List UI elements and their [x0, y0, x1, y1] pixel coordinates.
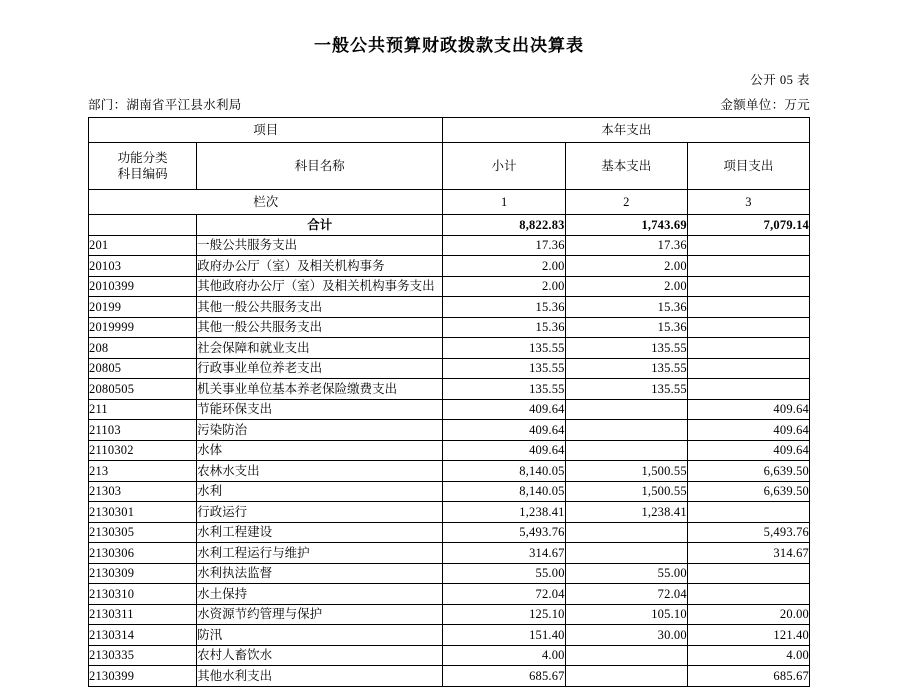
page-title: 一般公共预算财政拨款支出决算表 [314, 36, 584, 55]
table-body [89, 215, 810, 687]
cell-function-code: 20805 [89, 358, 197, 379]
cell-subject-name: 水体 [197, 440, 443, 461]
cell-subtotal: 2.00 [443, 256, 565, 277]
cell-subtotal: 8,822.83 [443, 215, 565, 236]
cell-function-code: 2130399 [89, 666, 197, 687]
table-row [89, 604, 810, 625]
cell-subject-name: 其他一般公共服务支出 [197, 317, 443, 338]
header-column-index-row [89, 190, 810, 215]
cell-subtotal: 2.00 [443, 276, 565, 297]
cell-function-code: 20199 [89, 297, 197, 318]
cell-project: 4.00 [687, 645, 809, 666]
cell-function-code: 2080505 [89, 379, 197, 400]
cell-function-code: 20103 [89, 256, 197, 277]
header-subject-name: 科目名称 [197, 143, 443, 190]
cell-subject-name: 机关事业单位基本养老保险缴费支出 [197, 379, 443, 400]
header-current-year-group: 本年支出 [443, 118, 810, 143]
cell-subtotal: 4.00 [443, 645, 565, 666]
table-head [89, 118, 810, 215]
cell-subject-name: 水土保持 [197, 584, 443, 605]
cell-basic: 15.36 [565, 317, 687, 338]
cell-basic: 72.04 [565, 584, 687, 605]
cell-project [687, 584, 809, 605]
cell-project: 409.64 [687, 440, 809, 461]
cell-project [687, 235, 809, 256]
cell-subject-name: 农村人畜饮水 [197, 645, 443, 666]
cell-basic: 17.36 [565, 235, 687, 256]
cell-project [687, 358, 809, 379]
amount-unit-label: 金额单位：万元 [720, 98, 810, 113]
cell-function-code: 2130301 [89, 502, 197, 523]
cell-subject-name: 行政事业单位养老支出 [197, 358, 443, 379]
cell-subtotal: 8,140.05 [443, 481, 565, 502]
cell-basic [565, 399, 687, 420]
table-row [89, 276, 810, 297]
cell-subtotal: 15.36 [443, 317, 565, 338]
cell-basic [565, 543, 687, 564]
cell-project [687, 563, 809, 584]
cell-project: 20.00 [687, 604, 809, 625]
table-row [89, 666, 810, 687]
budget-table [88, 117, 810, 687]
cell-function-code: 2130305 [89, 522, 197, 543]
header-col-3: 3 [687, 190, 809, 215]
table-row [89, 461, 810, 482]
cell-subject-name: 水利工程建设 [197, 522, 443, 543]
cell-project: 685.67 [687, 666, 809, 687]
cell-project: 409.64 [687, 420, 809, 441]
cell-function-code: 21103 [89, 420, 197, 441]
table-row [89, 379, 810, 400]
table-row [89, 358, 810, 379]
header-basic: 基本支出 [565, 143, 687, 190]
department-label: 部门：湖南省平江县水利局 [88, 98, 242, 113]
cell-subject-name: 防汛 [197, 625, 443, 646]
table-row [89, 522, 810, 543]
cell-subtotal: 409.64 [443, 440, 565, 461]
cell-project: 6,639.50 [687, 481, 809, 502]
header-group-row [89, 118, 810, 143]
cell-subject-name: 农林水支出 [197, 461, 443, 482]
cell-basic: 105.10 [565, 604, 687, 625]
table-row [89, 645, 810, 666]
cell-function-code: 2130310 [89, 584, 197, 605]
header-columns-row [89, 143, 810, 190]
cell-subtotal: 135.55 [443, 338, 565, 359]
cell-function-code: 2019999 [89, 317, 197, 338]
cell-function-code [89, 215, 197, 236]
cell-function-code: 2010399 [89, 276, 197, 297]
cell-subtotal: 72.04 [443, 584, 565, 605]
cell-function-code: 2110302 [89, 440, 197, 461]
cell-subject-name: 其他政府办公厅（室）及相关机构事务支出 [197, 276, 443, 297]
cell-basic: 135.55 [565, 358, 687, 379]
cell-subject-name: 水利 [197, 481, 443, 502]
cell-subject-name: 一般公共服务支出 [197, 235, 443, 256]
cell-function-code: 2130314 [89, 625, 197, 646]
cell-project [687, 502, 809, 523]
cell-basic: 55.00 [565, 563, 687, 584]
cell-subject-name: 水利执法监督 [197, 563, 443, 584]
cell-project: 6,639.50 [687, 461, 809, 482]
cell-function-code: 2130335 [89, 645, 197, 666]
cell-function-code: 208 [89, 338, 197, 359]
cell-basic: 15.36 [565, 297, 687, 318]
cell-subject-name: 政府办公厅（室）及相关机构事务 [197, 256, 443, 277]
table-row [89, 563, 810, 584]
cell-subtotal: 1,238.41 [443, 502, 565, 523]
cell-subject-name: 行政运行 [197, 502, 443, 523]
cell-subject-name: 水利工程运行与维护 [197, 543, 443, 564]
cell-basic: 1,500.55 [565, 461, 687, 482]
cell-function-code: 2130309 [89, 563, 197, 584]
cell-subject-name: 水资源节约管理与保护 [197, 604, 443, 625]
table-row [89, 481, 810, 502]
header-project-group: 项目 [89, 118, 443, 143]
header-col-1: 1 [443, 190, 565, 215]
table-row [89, 317, 810, 338]
cell-subject-name: 污染防治 [197, 420, 443, 441]
cell-subject-name: 社会保障和就业支出 [197, 338, 443, 359]
cell-function-code: 21303 [89, 481, 197, 502]
table-row [89, 215, 810, 236]
header-function-code-line1: 功能分类 [117, 150, 168, 165]
cell-basic: 30.00 [565, 625, 687, 646]
cell-subtotal: 5,493.76 [443, 522, 565, 543]
table-row [89, 502, 810, 523]
cell-function-code: 213 [89, 461, 197, 482]
header-col-2: 2 [565, 190, 687, 215]
cell-basic [565, 666, 687, 687]
cell-project: 7,079.14 [687, 215, 809, 236]
cell-basic [565, 440, 687, 461]
cell-subject-name: 其他水利支出 [197, 666, 443, 687]
table-row [89, 420, 810, 441]
header-function-code-line2: 科目编码 [117, 167, 168, 182]
table-row [89, 297, 810, 318]
header-function-code [89, 143, 197, 190]
table-row [89, 584, 810, 605]
table-row [89, 625, 810, 646]
cell-project: 5,493.76 [687, 522, 809, 543]
cell-subtotal: 55.00 [443, 563, 565, 584]
table-row [89, 256, 810, 277]
cell-project [687, 256, 809, 277]
cell-project [687, 297, 809, 318]
cell-basic: 2.00 [565, 276, 687, 297]
meta-row [88, 95, 810, 113]
cell-basic: 1,743.69 [565, 215, 687, 236]
cell-subtotal: 409.64 [443, 399, 565, 420]
cell-basic [565, 420, 687, 441]
cell-subtotal: 8,140.05 [443, 461, 565, 482]
cell-basic: 1,238.41 [565, 502, 687, 523]
cell-function-code: 201 [89, 235, 197, 256]
cell-basic: 135.55 [565, 338, 687, 359]
cell-project: 314.67 [687, 543, 809, 564]
cell-subtotal: 135.55 [443, 358, 565, 379]
cell-project: 409.64 [687, 399, 809, 420]
cell-function-code: 2130306 [89, 543, 197, 564]
cell-project: 121.40 [687, 625, 809, 646]
cell-subtotal: 151.40 [443, 625, 565, 646]
cell-basic [565, 522, 687, 543]
cell-basic: 2.00 [565, 256, 687, 277]
cell-basic [565, 645, 687, 666]
cell-project [687, 276, 809, 297]
cell-basic: 135.55 [565, 379, 687, 400]
cell-subtotal: 15.36 [443, 297, 565, 318]
cell-project [687, 317, 809, 338]
table-row [89, 543, 810, 564]
cell-subject-name: 其他一般公共服务支出 [197, 297, 443, 318]
header-subtotal: 小计 [443, 143, 565, 190]
cell-project [687, 338, 809, 359]
cell-subtotal: 685.67 [443, 666, 565, 687]
cell-function-code: 2130311 [89, 604, 197, 625]
header-project: 项目支出 [687, 143, 809, 190]
cell-subject-name: 节能环保支出 [197, 399, 443, 420]
cell-function-code: 211 [89, 399, 197, 420]
table-row [89, 235, 810, 256]
cell-subtotal: 314.67 [443, 543, 565, 564]
table-row [89, 338, 810, 359]
cell-basic: 1,500.55 [565, 481, 687, 502]
table-row [89, 440, 810, 461]
cell-project [687, 379, 809, 400]
header-column-label: 栏次 [89, 190, 443, 215]
sheet-number: 公开 05 表 [750, 73, 810, 88]
cell-subtotal: 409.64 [443, 420, 565, 441]
cell-subject-name: 合计 [197, 215, 443, 236]
cell-subtotal: 135.55 [443, 379, 565, 400]
cell-subtotal: 125.10 [443, 604, 565, 625]
table-row [89, 399, 810, 420]
cell-subtotal: 17.36 [443, 235, 565, 256]
